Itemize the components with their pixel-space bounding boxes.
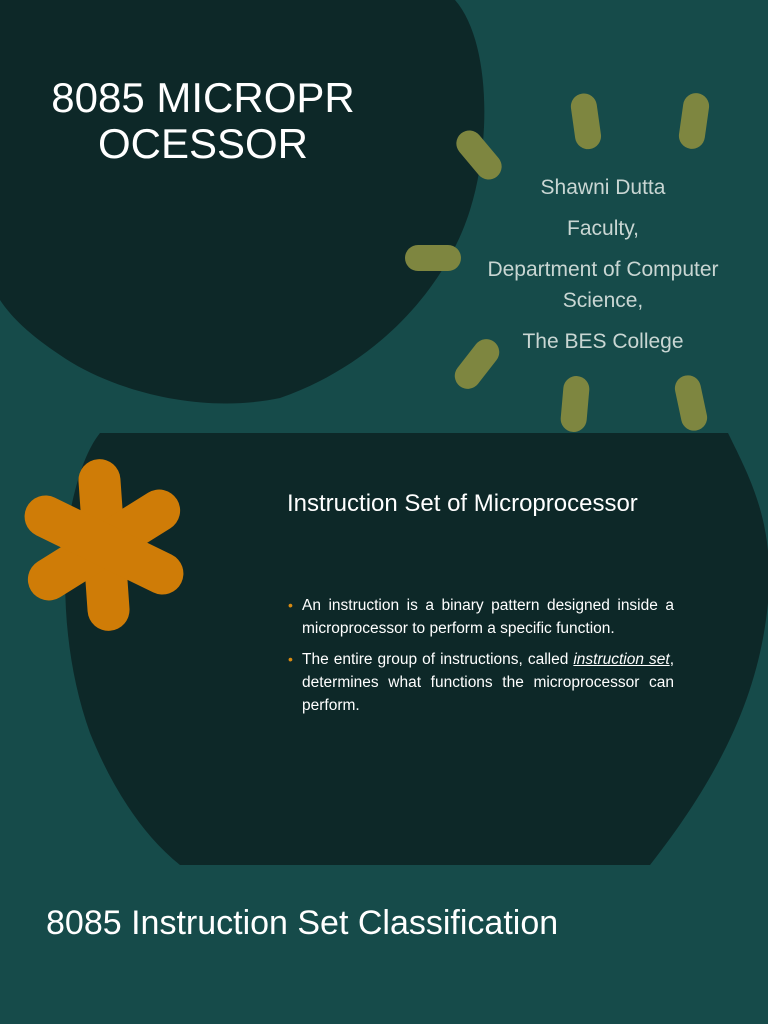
list-item	[288, 648, 674, 717]
dash-shape	[560, 375, 591, 433]
presentation-title: 8085 MICROPROCESSOR	[51, 74, 355, 167]
dash-shape	[569, 92, 603, 151]
bullet-text-after: , determines what functions the microprocessor can perform.	[302, 651, 674, 714]
author-department: Department of Computer Science,	[487, 258, 719, 312]
bullet-text: An instruction is a binary pattern designed inside a microprocessor to perform a specific function.	[302, 597, 674, 637]
bullet-icon: •	[288, 651, 293, 667]
slide-title	[0, 0, 768, 433]
dash-shape	[677, 91, 711, 150]
slide-classification	[0, 865, 768, 1024]
dash-shape	[672, 373, 709, 433]
bullet-list	[288, 594, 674, 725]
dash-shape	[405, 245, 461, 271]
bullet-icon: •	[288, 597, 293, 613]
slide-heading: Instruction Set of Microprocessor	[287, 490, 638, 517]
slide-heading: 8085 Instruction Set Classification	[46, 904, 559, 942]
author-role: Faculty,	[567, 217, 639, 240]
dark-blob-shape	[0, 0, 484, 403]
author-block	[483, 172, 723, 357]
bullet-text-before: The entire group of instructions, called	[302, 651, 574, 668]
author-institution: The BES College	[522, 330, 684, 353]
list-item	[288, 594, 674, 640]
emphasized-term: instruction set	[573, 651, 670, 668]
author-name: Shawni Dutta	[540, 176, 666, 199]
slide-instruction-set	[0, 433, 768, 865]
